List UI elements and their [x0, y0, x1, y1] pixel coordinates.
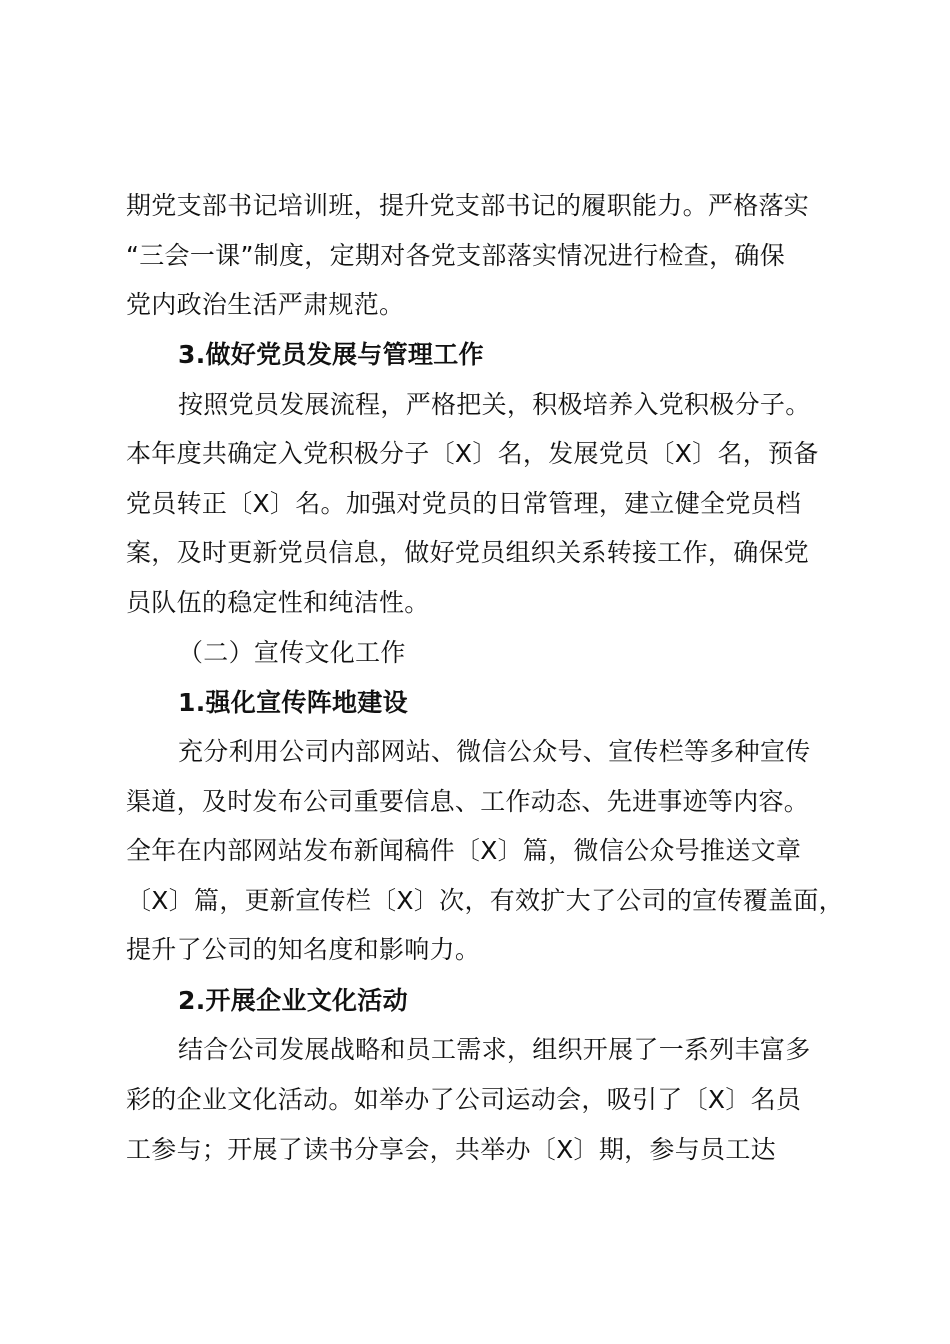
- paragraph-line: 彩的企业文化活动。如举办了公司运动会，吸引了〔X〕名员: [126, 1085, 802, 1114]
- paragraph-line: 工参与；开展了读书分享会，共举办〔X〕期，参与员工达: [126, 1135, 776, 1164]
- paragraph-line: 期党支部书记培训班，提升党支部书记的履职能力。严格落实: [126, 191, 810, 220]
- paragraph-line: 〔X〕篇，更新宣传栏〔X〕次，有效扩大了公司的宣传覆盖面，: [126, 886, 844, 915]
- paragraph-line: 全年在内部网站发布新闻稿件〔X〕篇，微信公众号推送文章: [126, 836, 802, 865]
- paragraph-line: 党员转正〔X〕名。加强对党员的日常管理，建立健全党员档: [126, 489, 802, 518]
- paragraph-line: 案，及时更新党员信息，做好党员组织关系转接工作，确保党: [126, 538, 810, 567]
- paragraph-line: 党内政治生活严肃规范。: [126, 290, 405, 319]
- paragraph-line: 员队伍的稳定性和纯洁性。: [126, 588, 430, 617]
- paragraph-line: “三会一课”制度，定期对各党支部落实情况进行检查，确保: [126, 241, 786, 270]
- paragraph-line: 充分利用公司内部网站、微信公众号、宣传栏等多种宣传: [178, 737, 811, 766]
- section-heading: 1.强化宣传阵地建设: [178, 688, 408, 717]
- section-heading: 3.做好党员发展与管理工作: [178, 340, 484, 369]
- paragraph-line: 本年度共确定入党积极分子〔X〕名，发展党员〔X〕名，预备: [126, 439, 819, 468]
- paragraph-line: 提升了公司的知名度和影响力。: [126, 935, 481, 964]
- paragraph-line: 结合公司发展战略和员工需求，组织开展了一系列丰富多: [178, 1035, 811, 1064]
- paragraph-line: 渠道，及时发布公司重要信息、工作动态、先进事迹等内容。: [126, 787, 810, 816]
- section-heading: 2.开展企业文化活动: [178, 986, 408, 1015]
- subsection-heading: （二）宣传文化工作: [178, 638, 406, 667]
- paragraph-line: 按照党员发展流程，严格把关，积极培养入党积极分子。: [178, 390, 811, 419]
